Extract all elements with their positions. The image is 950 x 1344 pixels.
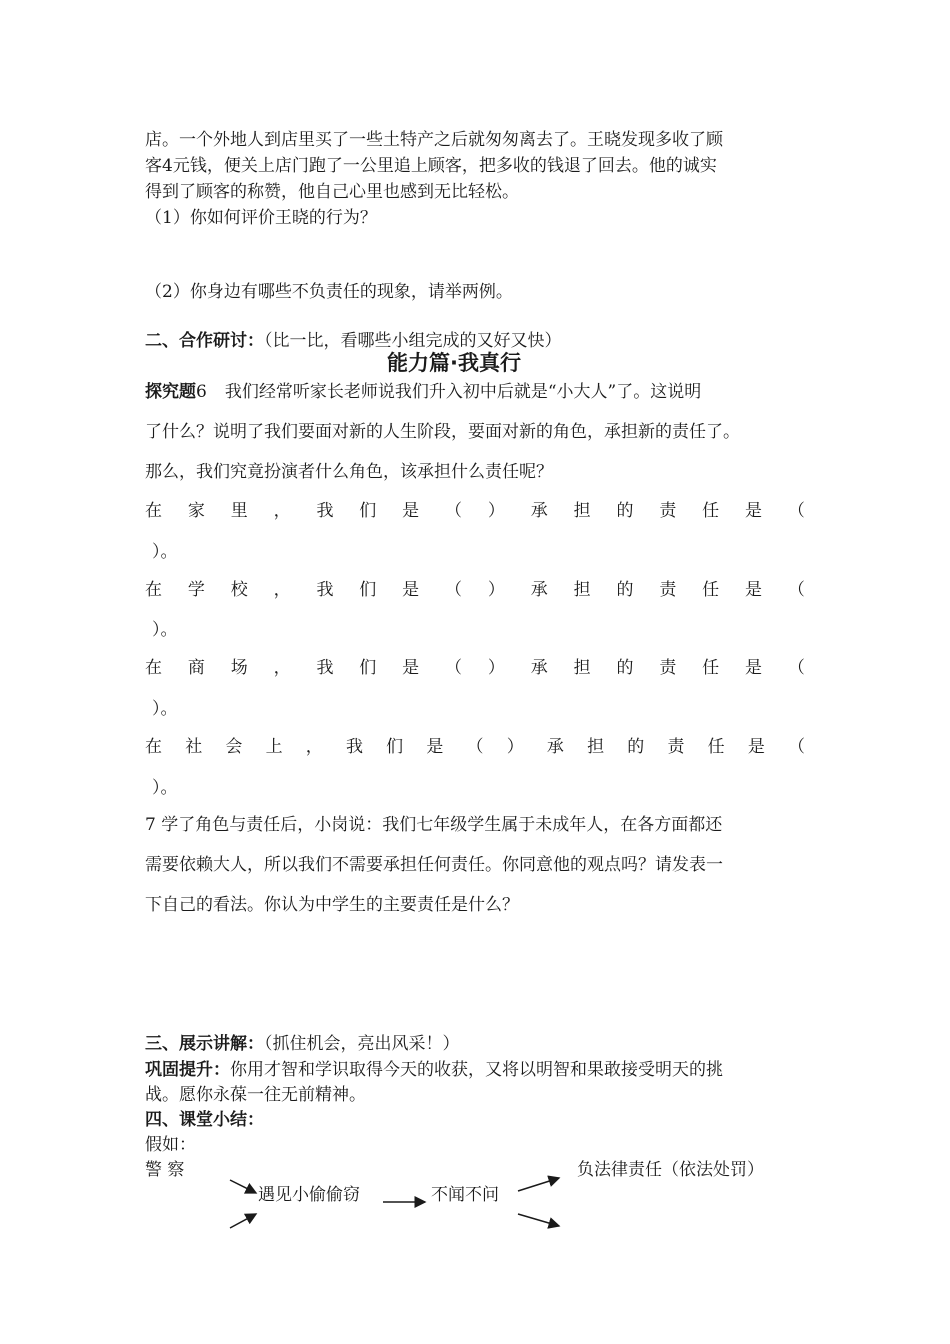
fill-row-char: 是	[745, 658, 763, 678]
fill-row-char: 是	[426, 737, 444, 757]
fill-row-char: 担	[587, 737, 605, 757]
fill-row-char: 在	[145, 580, 162, 600]
fill-row-char: 我	[345, 737, 363, 757]
q6-number: 6	[196, 382, 207, 402]
fill-row-char: （	[466, 737, 484, 757]
fill-row-char: 承	[530, 658, 548, 678]
fill-row-char: 我	[316, 501, 334, 521]
fill-row-char: 上	[265, 737, 283, 757]
story-line-3: 得到了顾客的称赞，他自己心里也感到无比轻松。	[145, 182, 519, 202]
fill-row-char: （	[787, 501, 805, 521]
fill-row-char: 任	[702, 658, 720, 678]
fill-row-char: 校	[230, 580, 248, 600]
fill-row-char: 在	[145, 737, 162, 757]
fill-row-char: 是	[745, 501, 763, 521]
fill-row-char: 们	[386, 737, 404, 757]
ability-title: 能力篇·我真行	[387, 351, 521, 375]
fill-row-char: 商	[187, 658, 205, 678]
fill-row-char: （	[445, 501, 463, 521]
fill-row-char: 们	[359, 501, 377, 521]
fill-row-char: 承	[530, 580, 548, 600]
fill-row-char: 承	[530, 501, 548, 521]
consolidate-line-2: 战。愿你永葆一往无前精神。	[145, 1085, 366, 1105]
fill-row-char: ）	[487, 501, 505, 521]
section-3-title: 三、展示讲解：	[145, 1034, 264, 1054]
fill-row-char: 们	[359, 658, 377, 678]
fill-row-mall	[145, 653, 805, 678]
fill-row-char: ）	[506, 737, 524, 757]
consolidate-line-1	[145, 1055, 723, 1080]
fill-row-society-end: ）。	[152, 778, 178, 798]
fill-row-char: 是	[402, 658, 420, 678]
fill-row-society	[145, 732, 805, 757]
diagram-action: 不闻不问	[431, 1185, 499, 1205]
fill-row-char: 的	[616, 658, 634, 678]
fill-row-home	[145, 496, 805, 521]
fill-row-char: 责	[659, 580, 677, 600]
question-2: （2）你身边有哪些不负责任的现象，请举两例。	[145, 282, 513, 302]
fill-row-char: 家	[187, 501, 205, 521]
q6-text-1: 我们经常听家长老师说我们升入初中后就是“小大人”了。这说明	[224, 382, 702, 402]
fill-row-char: ，	[273, 658, 291, 678]
fill-row-char: 的	[627, 737, 645, 757]
fill-row-char: 是	[745, 580, 763, 600]
diagram-police: 警 察	[145, 1160, 185, 1180]
arrow-action-to-result	[518, 1178, 559, 1191]
fill-row-char: 会	[225, 737, 243, 757]
fill-row-char: 担	[573, 580, 591, 600]
fill-row-char: ）	[487, 658, 505, 678]
q6-label: 探究题	[145, 382, 196, 402]
fill-row-char: 我	[316, 580, 334, 600]
fill-row-char: 任	[702, 580, 720, 600]
section-2-title: 二、合作研讨：	[145, 331, 264, 351]
fill-row-char: 责	[659, 501, 677, 521]
fill-row-char: 担	[573, 501, 591, 521]
fill-row-char: 是	[402, 501, 420, 521]
fill-row-char: （	[788, 737, 805, 757]
fill-row-char: 承	[546, 737, 564, 757]
q6-line-2: 了什么？说明了我们要面对新的人生阶段，要面对新的角色，承担新的责任了。	[145, 422, 740, 442]
consolidate-label: 巩固提升：	[145, 1060, 230, 1080]
fill-row-char: 社	[185, 737, 203, 757]
fill-row-char: ，	[273, 501, 291, 521]
fill-row-char: 学	[187, 580, 205, 600]
q6-line-3: 那么，我们究竟扮演者什么角色，该承担什么责任呢？	[145, 462, 553, 482]
arrow-police-to-event	[230, 1180, 256, 1193]
question-1: （1）你如何评价王晓的行为？	[145, 208, 377, 228]
fill-row-char: （	[787, 580, 805, 600]
consolidate-text-1: 你用才智和学识取得今天的收获，又将以明智和果敢接受明天的挑	[230, 1060, 723, 1080]
arrow-lower-to-event	[230, 1214, 256, 1228]
diagram-event: 遇见小偷偷窃	[258, 1185, 360, 1205]
fill-row-char: ）	[487, 580, 505, 600]
diagram-suppose: 假如：	[145, 1135, 196, 1155]
section-4-heading: 四、课堂小结：	[145, 1110, 264, 1130]
fill-row-char: 责	[659, 658, 677, 678]
fill-row-char: 场	[230, 658, 248, 678]
fill-row-char: ，	[305, 737, 323, 757]
fill-row-char: 的	[616, 501, 634, 521]
fill-row-char: （	[787, 658, 805, 678]
fill-row-char: 在	[145, 501, 162, 521]
fill-row-char: 们	[359, 580, 377, 600]
arrow-action-to-lower	[518, 1214, 559, 1226]
fill-row-char: 任	[707, 737, 725, 757]
fill-row-char: 担	[573, 658, 591, 678]
fill-row-mall-end: ）。	[152, 699, 178, 719]
q6-line-1	[145, 377, 701, 402]
fill-row-char: 是	[747, 737, 765, 757]
fill-row-char: 是	[402, 580, 420, 600]
fill-row-home-end: ）。	[152, 542, 178, 562]
fill-row-char: 的	[616, 580, 634, 600]
fill-row-char: （	[445, 658, 463, 678]
fill-row-char: ，	[273, 580, 291, 600]
q7-line-1: 7 学了角色与责任后，小岗说：我们七年级学生属于未成年人，在各方面都还	[145, 815, 723, 835]
section-3-note: （抓住机会，亮出风采！）	[264, 1034, 460, 1054]
fill-row-school-end: ）。	[152, 620, 178, 640]
story-line-2: 客4元钱，便关上店门跑了一公里追上顾客，把多收的钱退了回去。他的诚实	[145, 156, 717, 176]
diagram-result: 负法律责任（依法处罚）	[577, 1160, 764, 1180]
story-line-1: 店。一个外地人到店里买了一些土特产之后就匆匆离去了。王晓发现多收了顾	[145, 130, 723, 150]
fill-row-char: 我	[316, 658, 334, 678]
section-2-note: （比一比，看哪些小组完成的又好又快）	[264, 331, 562, 351]
section-3-heading	[145, 1029, 460, 1054]
fill-row-school	[145, 575, 805, 600]
fill-row-char: 责	[667, 737, 685, 757]
fill-row-char: （	[445, 580, 463, 600]
fill-row-char: 任	[702, 501, 720, 521]
fill-row-char: 在	[145, 658, 162, 678]
fill-row-char: 里	[230, 501, 248, 521]
q7-line-2: 需要依赖大人，所以我们不需要承担任何责任。你同意他的观点吗？请发表一	[145, 855, 723, 875]
q7-line-3: 下自己的看法。你认为中学生的主要责任是什么？	[145, 895, 519, 915]
